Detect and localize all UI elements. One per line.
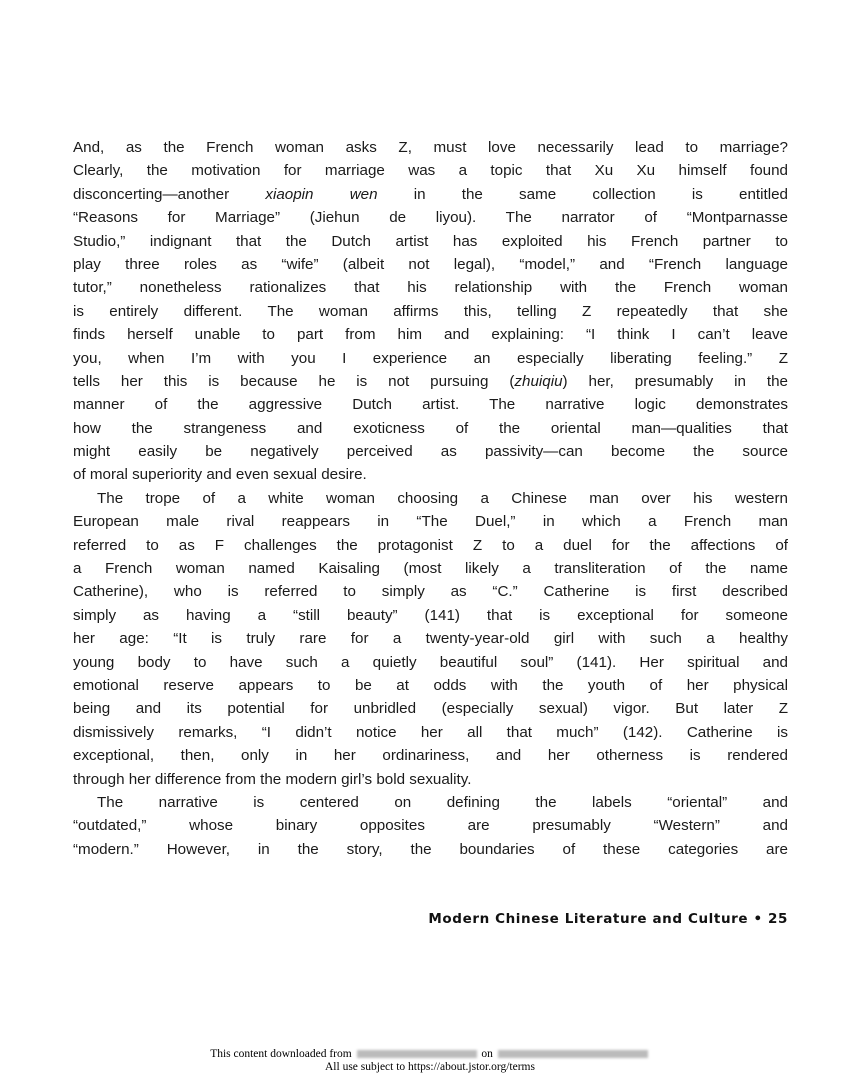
text-line <box>73 370 788 393</box>
text-line <box>73 300 788 323</box>
text-segment: you, when I’m with you I experience an especially liberating feeling.” Z <box>73 349 788 367</box>
text-segment: emotional reserve appears to be at odds with the youth of her physical <box>73 676 788 694</box>
text-segment: tells her this is because he is not pursuing ( <box>73 372 515 390</box>
jstor-terms-line: All use subject to https://about.jstor.org/terms <box>325 1060 535 1073</box>
text-line <box>73 510 788 533</box>
text-line <box>73 159 788 182</box>
jstor-download-line <box>0 1048 860 1061</box>
paragraph <box>73 487 788 791</box>
running-footer: Modern Chinese Literature and Culture • 25 <box>428 911 788 927</box>
text-line <box>73 674 788 697</box>
text-segment: her age: “It is truly rare for a twenty-year-old girl with such a healthy <box>73 630 788 648</box>
text-segment: dismissively remarks, “I didn’t notice her all that much” (142). Catherine is <box>73 723 788 741</box>
text-segment: young body to have such a quietly beautiful soul” (141). Her spiritual and <box>73 653 788 671</box>
text-segment: “outdated,” whose binary opposites are presumably “Western” and <box>73 817 788 835</box>
jstor-notice <box>0 1048 860 1073</box>
text-segment: manner of the aggressive Dutch artist. The narrative logic demonstrates <box>73 396 788 414</box>
text-segment: European male rival reappears in “The Duel,” in which a French man <box>73 513 788 531</box>
text-segment: “modern.” However, in the story, the boundaries of these categories are <box>73 840 788 858</box>
text-segment: Catherine), who is referred to simply as “C.” Catherine is first described <box>73 583 788 601</box>
text-line <box>73 651 788 674</box>
paragraph <box>73 136 788 487</box>
text-line <box>73 557 788 580</box>
text-line <box>73 744 788 767</box>
text-segment: referred to as F challenges the protagonist Z to a duel for the affections of <box>73 536 788 554</box>
text-line <box>73 206 788 229</box>
text-segment: Studio,” indignant that the Dutch artist has exploited his French partner to <box>73 232 788 250</box>
text-line <box>73 838 788 861</box>
download-on: on <box>481 1048 493 1060</box>
text-line <box>73 183 788 206</box>
text-segment: exceptional, then, only in her ordinariness, and her otherness is rendered <box>73 747 788 765</box>
text-segment: finds herself unable to part from him and explaining: “I think I can’t leave <box>73 326 788 344</box>
text-segment: And, as the French woman asks Z, must love necessarily lead to marriage? <box>73 139 788 156</box>
download-prefix: This content downloaded from <box>210 1048 352 1060</box>
text-segment: play three roles as “wife” (albeit not legal), “model,” and “French language <box>73 255 788 273</box>
text-line <box>73 814 788 837</box>
text-line <box>73 463 788 486</box>
text-segment: through her difference from the modern girl’s bold sexuality. <box>73 770 472 788</box>
text-segment: disconcerting—another <box>73 185 266 203</box>
text-line <box>73 440 788 463</box>
text-segment: The narrative is centered on defining the labels “oriental” and <box>97 793 788 811</box>
italic-term: zhuiqiu <box>514 372 563 390</box>
text-line <box>73 627 788 650</box>
text-segment: tutor,” nonetheless rationalizes that his relationship with the French woman <box>73 279 788 297</box>
text-line <box>73 791 788 814</box>
text-segment: “Reasons for Marriage” (Jiehun de liyou). The narrator of “Montparnasse <box>73 209 788 227</box>
text-line <box>73 393 788 416</box>
text-line <box>73 276 788 299</box>
text-segment: how the strangeness and exoticness of the oriental man—qualities that <box>73 419 788 437</box>
paragraph <box>73 791 788 861</box>
text-line <box>73 721 788 744</box>
text-segment: Clearly, the motivation for marriage was a topic that Xu Xu himself found <box>73 162 788 180</box>
text-segment: of moral superiority and even sexual desire. <box>73 466 367 484</box>
redacted-ip <box>357 1050 477 1058</box>
italic-term: xiaopin wen <box>265 185 378 203</box>
text-line <box>73 487 788 510</box>
text-segment: is entirely different. The woman affirms this, telling Z repeatedly that she <box>73 302 788 320</box>
text-segment: The trope of a white woman choosing a Chinese man over his western <box>97 489 788 507</box>
text-line <box>73 697 788 720</box>
text-segment: ) her, presumably in the <box>562 372 788 390</box>
text-line <box>73 604 788 627</box>
text-line <box>73 253 788 276</box>
text-segment: simply as having a “still beauty” (141) that is exceptional for someone <box>73 606 788 624</box>
text-segment: a French woman named Kaisaling (most likely a transliteration of the name <box>73 560 788 578</box>
text-line <box>73 534 788 557</box>
text-line <box>73 768 788 791</box>
text-line <box>73 230 788 253</box>
body-text <box>73 136 788 861</box>
text-line <box>73 323 788 346</box>
text-segment: in the same collection is entitled <box>377 185 788 203</box>
text-line <box>73 417 788 440</box>
text-line <box>73 580 788 603</box>
redacted-date <box>498 1050 648 1058</box>
text-line <box>73 347 788 370</box>
text-segment: being and its potential for unbridled (especially sexual) vigor. But later Z <box>73 700 788 718</box>
text-line <box>73 136 788 159</box>
text-segment: might easily be negatively perceived as passivity—can become the source <box>73 443 788 461</box>
